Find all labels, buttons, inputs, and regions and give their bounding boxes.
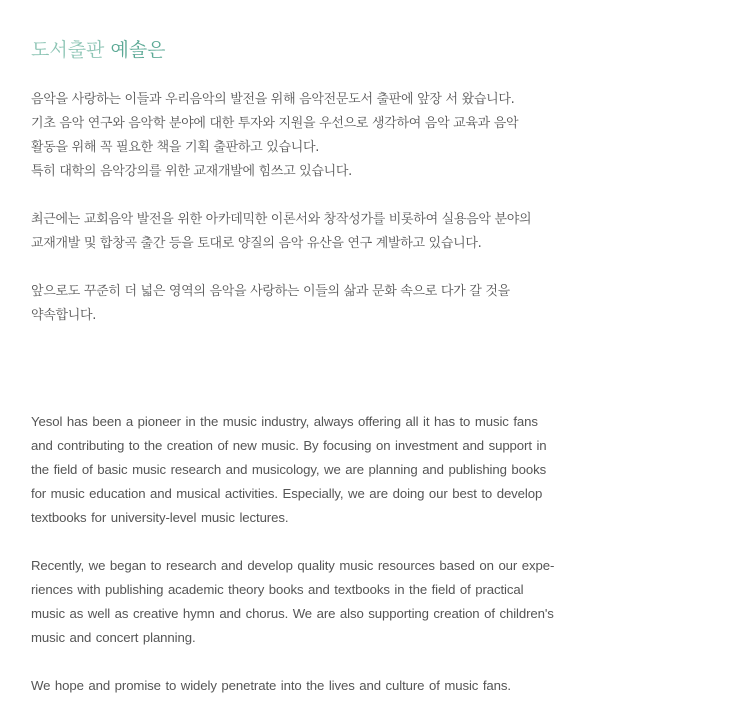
text-line: and contributing to the creation of new music. By focusing on investment and support in bbox=[31, 438, 547, 453]
text-line: 최근에는 교회음악 발전을 위한 아카데믹한 이론서와 창작성가를 비롯하여 실용음악 분야의 bbox=[31, 212, 532, 227]
english-section bbox=[31, 410, 721, 698]
section-divider-space bbox=[31, 352, 721, 410]
text-line: 약속합니다. bbox=[31, 308, 97, 323]
korean-paragraph-1 bbox=[31, 88, 721, 184]
korean-paragraph-2 bbox=[31, 208, 721, 256]
title-prefix: 도서출판 bbox=[31, 39, 105, 61]
text-line: music and concert planning. bbox=[31, 630, 196, 645]
english-paragraph-3 bbox=[31, 674, 721, 698]
page-title bbox=[31, 36, 721, 64]
english-paragraph-2 bbox=[31, 554, 721, 650]
text-line: music as well as creative hymn and chorus. We are also supporting creation of children's bbox=[31, 606, 554, 621]
text-line: 교재개발 및 합창곡 출간 등을 토대로 양질의 음악 유산을 연구 계발하고 있습니다. bbox=[31, 236, 482, 251]
text-line: Yesol has been a pioneer in the music industry, always offering all it has to music fans bbox=[31, 414, 538, 429]
text-line: for music education and musical activities. Especially, we are doing our best to develop bbox=[31, 486, 543, 501]
korean-section bbox=[31, 88, 721, 328]
text-line: We hope and promise to widely penetrate into the lives and culture of music fans. bbox=[31, 678, 511, 693]
text-line: 활동을 위해 꼭 필요한 책을 기획 출판하고 있습니다. bbox=[31, 140, 320, 155]
text-line: textbooks for university-level music lectures. bbox=[31, 510, 289, 525]
english-paragraph-1 bbox=[31, 410, 721, 530]
text-line: Recently, we began to research and develop quality music resources based on our expe- bbox=[31, 558, 555, 573]
title-company-name: 예솔은 bbox=[110, 39, 166, 61]
text-line: 앞으로도 꾸준히 더 넓은 영역의 음악을 사랑하는 이들의 삶과 문화 속으로 다가 갈 것을 bbox=[31, 284, 510, 299]
korean-paragraph-3 bbox=[31, 280, 721, 328]
text-line: 기초 음악 연구와 음악학 분야에 대한 투자와 지원을 우선으로 생각하여 음악 교육과 음악 bbox=[31, 116, 519, 131]
text-line: riences with publishing academic theory books and textbooks in the field of practical bbox=[31, 582, 524, 597]
text-line: 음악을 사랑하는 이들과 우리음악의 발전을 위해 음악전문도서 출판에 앞장 서 왔습니다. bbox=[31, 92, 515, 107]
text-line: the field of basic music research and musicology, we are planning and publishing books bbox=[31, 462, 547, 477]
text-line: 특히 대학의 음악강의를 위한 교재개발에 힘쓰고 있습니다. bbox=[31, 164, 353, 179]
intro-content bbox=[31, 36, 721, 722]
